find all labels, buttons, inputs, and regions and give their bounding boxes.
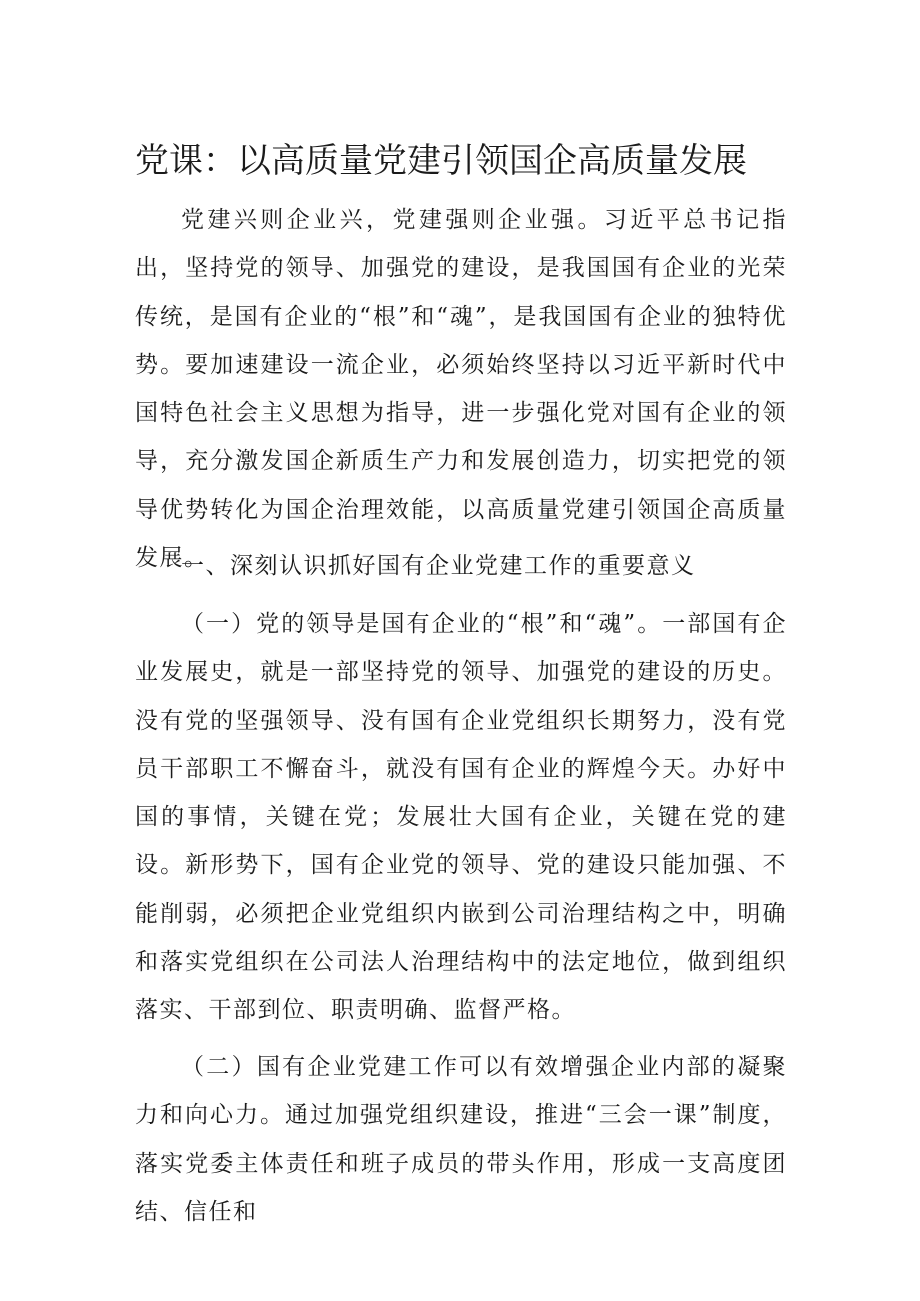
subsection-paragraph-1: （一）党的领导是国有企业的“根”和“魂”。一部国有企业发展史，就是一部坚持党的领导、加强党的建设的历史。没有党的坚强领导、没有国有企业党组织长期努力，没有党员干部职工不懈奋斗，就没有国有企业的辉煌今天。办好中国的事情，关键在党；发展壮大国有企业，关键在党的建设。新形势下，国有企业党的领导、党的建设只能加强、不能削弱，必须把企业党组织内嵌到公司治理结构之中，明确和落实党组织在公司法人治理结构中的法定地位，做到组织落实、干部到位、职责明确、监督严格。: [135, 611, 787, 1024]
document-title: 党课：以高质量党建引领国企高质量发展: [135, 141, 747, 181]
intro-paragraph: 党建兴则企业兴，党建强则企业强。习近平总书记指出，坚持党的领导、加强党的建设，是我国国有企业的光荣传统，是国有企业的“根”和“魂”，是我国国有企业的独特优势。要加速建设一流企业，必须始终坚持以习近平新时代中国特色社会主义思想为指导，进一步强化党对国有企业的领导，充分激发国企新质生产力和发展创造力，切实把党的领导优势转化为国企治理效能，以高质量党建引领国企高质量发展。: [135, 207, 787, 572]
section-heading-1: 一、深刻认识抓好国有企业党建工作的重要意义: [181, 553, 696, 579]
subsection-paragraph-2: （二）国有企业党建工作可以有效增强企业内部的凝聚力和向心力。通过加强党组织建设，推进“三会一课”制度，落实党委主体责任和班子成员的带头作用，形成一支高度团结、信任和: [135, 1054, 787, 1225]
